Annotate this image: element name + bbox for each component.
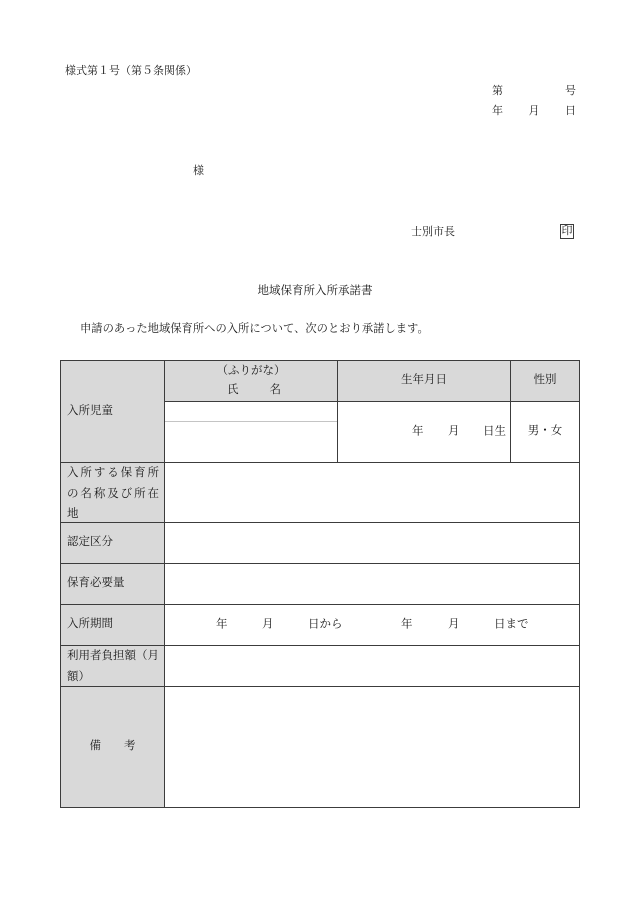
fee-field <box>164 645 580 687</box>
period-start-month: 月 <box>262 618 274 631</box>
birthdate-month-label: 月 <box>448 425 460 438</box>
period-label-cell <box>60 604 165 646</box>
certification-field <box>164 522 580 564</box>
remarks-label <box>90 741 136 753</box>
facility-label-line-2: の名称及び所在 <box>67 487 159 500</box>
document-number-suffix: 号 <box>565 85 576 97</box>
issue-date <box>492 106 576 117</box>
facility-label-cell <box>60 462 165 523</box>
sex-header-cell <box>510 360 580 402</box>
remarks-label-char-1: 備 <box>89 740 101 753</box>
document-number <box>492 86 576 97</box>
sex-options: 男・女 <box>527 425 563 438</box>
child-label-cell <box>60 360 165 463</box>
issue-date-day: 日 <box>565 105 576 117</box>
issue-date-month: 月 <box>528 105 540 117</box>
period-field <box>164 604 580 646</box>
period-end-day: 日まで <box>494 618 529 631</box>
name-header-char-1: 氏 <box>227 384 239 396</box>
furigana-input-line <box>165 402 337 422</box>
form-number: 様式第１号（第５条関係） <box>65 65 197 77</box>
child-name-field <box>164 401 338 463</box>
fee-label-cell <box>60 645 165 687</box>
fee-label-line-2: 額） <box>67 670 90 683</box>
birthdate-year-label: 年 <box>412 425 424 438</box>
issuer-title: 士別市長 <box>411 226 455 238</box>
intro-text: 申請のあった地域保育所への入所について、次のとおり承諾します。 <box>80 323 429 335</box>
addressee-honorific: 様 <box>193 165 204 177</box>
sex-header: 性別 <box>533 374 557 387</box>
name-header <box>227 381 281 400</box>
certification-label-cell <box>60 522 165 564</box>
care-amount-label: 保育必要量 <box>67 577 125 590</box>
facility-label-line-1: 入所する保育所 <box>67 467 159 479</box>
period-start-day: 日から <box>308 618 343 631</box>
period-end-year: 年 <box>401 618 413 631</box>
period-label: 入所期間 <box>67 618 113 631</box>
birthdate-header: 生年月日 <box>401 374 447 387</box>
birthdate-header-cell <box>337 360 511 402</box>
birthdate-field <box>337 401 511 463</box>
seal-mark: 印 <box>561 225 573 237</box>
document-number-prefix: 第 <box>492 85 503 97</box>
fee-label-line-1: 利用者負担額（月 <box>67 650 159 662</box>
period-start-year: 年 <box>216 618 228 631</box>
child-label: 入所児童 <box>67 404 113 417</box>
seal-box <box>560 224 574 239</box>
facility-field <box>164 462 580 523</box>
name-header-cell <box>164 360 338 402</box>
remarks-field <box>164 686 580 808</box>
period-end-month: 月 <box>448 618 460 631</box>
issue-date-year: 年 <box>492 105 503 117</box>
remarks-label-cell <box>60 686 165 808</box>
name-header-char-2: 名 <box>269 384 281 396</box>
sex-field <box>510 401 580 463</box>
facility-label-line-3: 地 <box>67 508 79 520</box>
document-title: 地域保育所入所承諾書 <box>257 285 373 297</box>
care-amount-label-cell <box>60 563 165 605</box>
care-amount-field <box>164 563 580 605</box>
furigana-header: （ふりがな） <box>216 365 286 377</box>
birthdate-day-label: 日生 <box>483 425 506 438</box>
remarks-label-char-2: 考 <box>124 740 136 753</box>
certification-label: 認定区分 <box>67 536 113 549</box>
